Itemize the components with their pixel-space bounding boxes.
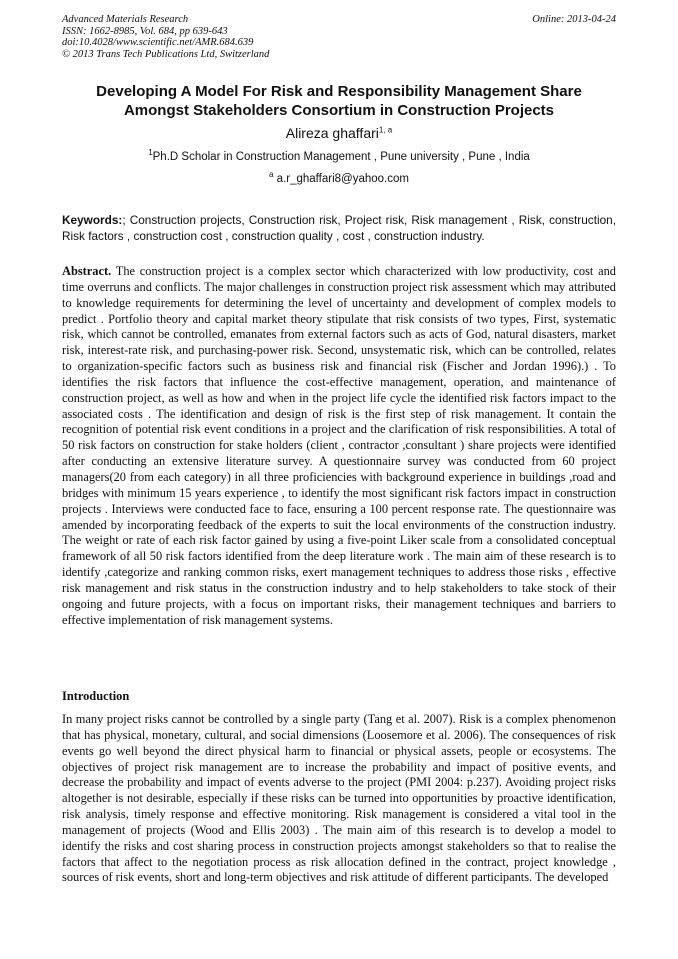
keywords-label: Keywords:	[62, 213, 123, 227]
journal-doi[interactable]: doi:10.4028/www.scientific.net/AMR.684.639	[62, 37, 254, 48]
keywords-text: ; Construction projects, Construction risk, Project risk, Risk management , Risk, construction, Risk factors , construction cost , construction quality , cost , construction industry.	[62, 213, 616, 243]
author-line	[62, 124, 616, 142]
abstract-text: The construction project is a complex sector which characterized with low productivity, cost and time overruns and conflicts. The major challenges in construction project risk assessment which may attributed to knowledge requirements for determining the level of uncertainty and development of complex models to predict . Portfolio theory and capital market theory stipulate that risk consists of two types, First, systematic risk, which cannot be controlled, emanates from external factors such as acts of God, natural disasters, market risk, interest-rate risk, and purchasing-power risk. Second, unsystematic risk, which can be controlled, relates to organization-specific factors such as business risk and financial risk (Fischer and Jordan 1996).) . To identifies the risk factors that influence the cost-effective management, operation, and maintenance of construction project, as well as how and when in the project life cycle the identified risk factors impact to the associated costs . The identification and design of risk is the first step of risk management. It contain the recognition of potential risk event conditions in a project and the clarification of risk responsibilities. A total of 50 risk factors on construction for stake holders (client , contractor ,consultant ) share projects were identified after conducting an extensive literature survey. A questionnaire survey was conducted from 60 project managers(20 from each category) in all three proficiencies with background experience in buildings ,road and bridges with minimum 15 years experience , to identify the most significant risk factors impact in construction projects . Interviews were conducted face to face, ensuring a 100 percent response rate. The questionnaire was amended by incorporating feedback of the experts to suit the local environments of the construction industry. The weight or rate of each risk factor gained by using a five-point Liker scale from a consolidated conceptual framework of all 50 risk factors identified from the deep literature work . The main aim of these research is to identify ,categorize and ranking common risks, exert management techniques to address those risks , effective risk management and risk status in the construction industry and to help stakeholders to take stock of their ongoing and future projects, with a focus on important risks, their management techniques and barriers to effective implementation of risk management systems.	[62, 264, 616, 627]
author-name: Alireza ghaffari	[285, 125, 379, 141]
email-sup: a	[269, 170, 274, 180]
email-line	[62, 172, 616, 187]
abstract-label: Abstract.	[62, 264, 112, 278]
affiliation-text: Ph.D Scholar in Construction Management , Pune university , Pune , India	[152, 151, 530, 163]
affiliation-sup: 1	[148, 148, 153, 158]
abstract-block	[62, 264, 616, 628]
affiliation-line	[62, 150, 616, 165]
journal-header	[62, 14, 616, 60]
journal-name: Advanced Materials Research	[62, 14, 189, 25]
journal-issn: ISSN: 1662-8985, Vol. 684, pp 639-643	[62, 25, 228, 37]
journal-copyright: © 2013 Trans Tech Publications Ltd, Switzerland	[62, 48, 270, 60]
email-address[interactable]: a.r_ghaffari8@yahoo.com	[276, 173, 409, 185]
introduction-text: In many project risks cannot be controlled by a single party (Tang et al. 2007). Risk is a complex phenomenon that has physical, monetary, cultural, and social dimensions (Loosemore et al. 2006). The consequences of risk events go well beyond the direct physical harm to financial or physical assets, people or ecosystems. The objectives of project risk management are to increase the probability and impact of positive events, and decrease the probability and impact of events adverse to the project (PMI 2004: p.237). Avoiding project risks altogether is not desirable, especially if these risks can be turned into opportunities by proactive identification, risk analysis, timely response and effective monitoring. Risk management is considered a vital tool in the management of projects (Wood and Ellis 2003) . The main aim of this research is to develop a model to identify the risks and cost sharing process in construction projects amongst stakeholders so that to realise the factors that affect to the negotiation process as risk allocation defined in the contract, project knowledge , sources of risk events, short and long-term objectives and risk attitude of different participants. The developed	[62, 712, 616, 885]
author-sup: 1, a	[378, 125, 393, 135]
keywords-block	[62, 213, 616, 244]
online-date: Online: 2013-04-24	[532, 14, 616, 25]
paper-title: Developing A Model For Risk and Responsibility Management Share Amongst Stakeholders Consortium in Construction Projects	[96, 83, 582, 119]
introduction-heading: Introduction	[62, 689, 130, 703]
